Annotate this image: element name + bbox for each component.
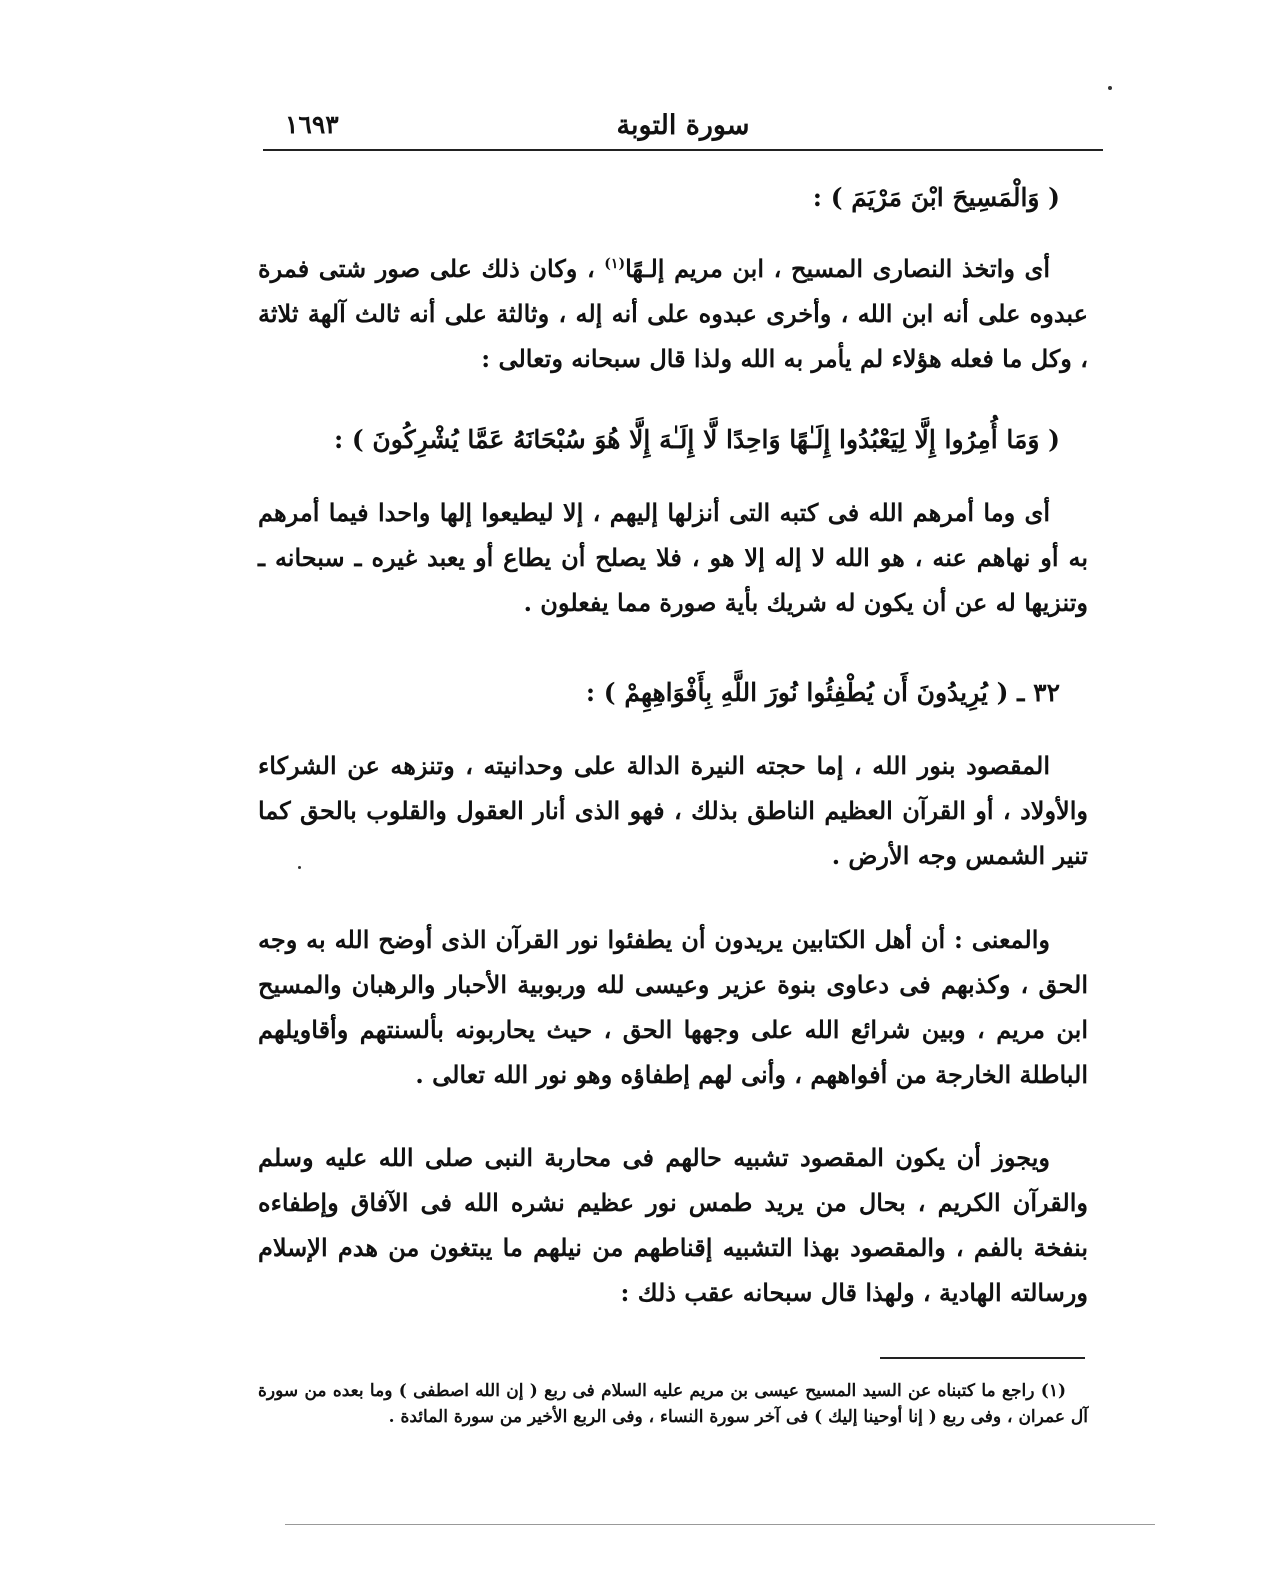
paragraph-2: أى وما أمرهم الله فى كتبه التى أنزلها إليهم ، إلا ليطيعوا إلها واحدا فيما أمرهم به أو نهاهم عنه ، هو الله لا إله إلا هو ، فلا يصلح أن يطاع أو يعبد غيره ـ سبحانه ـ وتنزيها له عن أن يكون له شريك بأية صورة مما يفعلون . [258,498,1088,617]
surah-title: سورة التوبة [616,110,750,141]
scan-speck [1108,86,1112,90]
paragraph-5: ويجوز أن يكون المقصود تشبيه حالهم فى محاربة النبى صلى الله عليه وسلم والقرآن الكريم ، بحال من يريد طمس نور عظيم نشره الله فى الآفاق وإطفاءه بنفخة بالفم ، والمقصود بهذا التشبيه إقناطهم من نيلهم ما يبتغون من هدم الإسلام ورسالته الهادية ، ولهذا قال سبحانه عقب ذلك : [258,1143,1089,1307]
footnote: (١) راجع ما كتبناه عن السيد المسيح عيسى بن مريم عليه السلام فى ربع ( إن الله اصطفى ) وما بعده من سورة آل عمران ، وفى ربع ( إنا أوحينا إليك ) فى آخر سورة النساء ، وفى الربع الأخير من سورة المائدة . [258,1381,1088,1427]
page-header [263,104,1103,144]
verse-quote-2: ( وَمَا أُمِرُوا إِلَّا لِيَعْبُدُوا إِلَـٰهًا وَاحِدًا لَّا إِلَـٰهَ إِلَّا هُوَ سُبْحَانَهُ عَمَّا يُشْرِكُونَ ) : [333,425,1060,454]
paragraph-1 [258,246,1088,381]
footnote-rule [880,1357,1085,1359]
paragraph-3: المقصود بنور الله ، إما حجته النيرة الدالة على وحدانيته ، وتنزهه عن الشركاء والأولاد ، أو القرآن العظيم الناطق بذلك ، فهو الذى أنار العقول والقلوب بالحق كما تنير الشمس وجه الأرض . [258,751,1088,870]
scan-speck [298,866,301,869]
verse-quote-3: ٣٢ ـ ( يُرِيدُونَ أَن يُطْفِئُوا نُورَ اللَّهِ بِأَفْوَاهِهِمْ ) : [585,678,1060,707]
paragraph-1-part-a: أى واتخذ النصارى المسيح ، ابن مريم إلـهًا [625,254,1050,283]
verse-quote-1: ( وَالْمَسِيحَ ابْنَ مَرْيَمَ ) : [812,183,1060,212]
paragraph-4: والمعنى : أن أهل الكتابين يريدون أن يطفئوا نور القرآن الذى أوضح الله به وجه الحق ، وكذبهم فى دعاوى بنوة عزير وعيسى لله وربوبية الأحبار والرهبان والمسيح ابن مريم ، وبين شرائع الله على وجهها الحق ، حيث يحاربونه بألسنتهم وأقاويلهم الباطلة الخارجة من أفواههم ، وأنى لهم إطفاؤه وهو نور الله تعالى . [258,925,1088,1089]
paragraph-1-part-b: ، وكان ذلك على صور شتى فمرة عبدوه على أنه ابن الله ، وأخرى عبدوه على أنه إله ، وثالثة على أنه ثالث آلهة ثلاثة ، وكل ما فعله هؤلاء لم يأمر به الله ولذا قال سبحانه وتعالى : [258,254,1088,373]
scan-bottom-rule [285,1524,1155,1525]
page-number: ١٦٩٣ [285,110,339,139]
header-rule [263,149,1103,151]
footnote-reference: (١) [604,256,626,272]
